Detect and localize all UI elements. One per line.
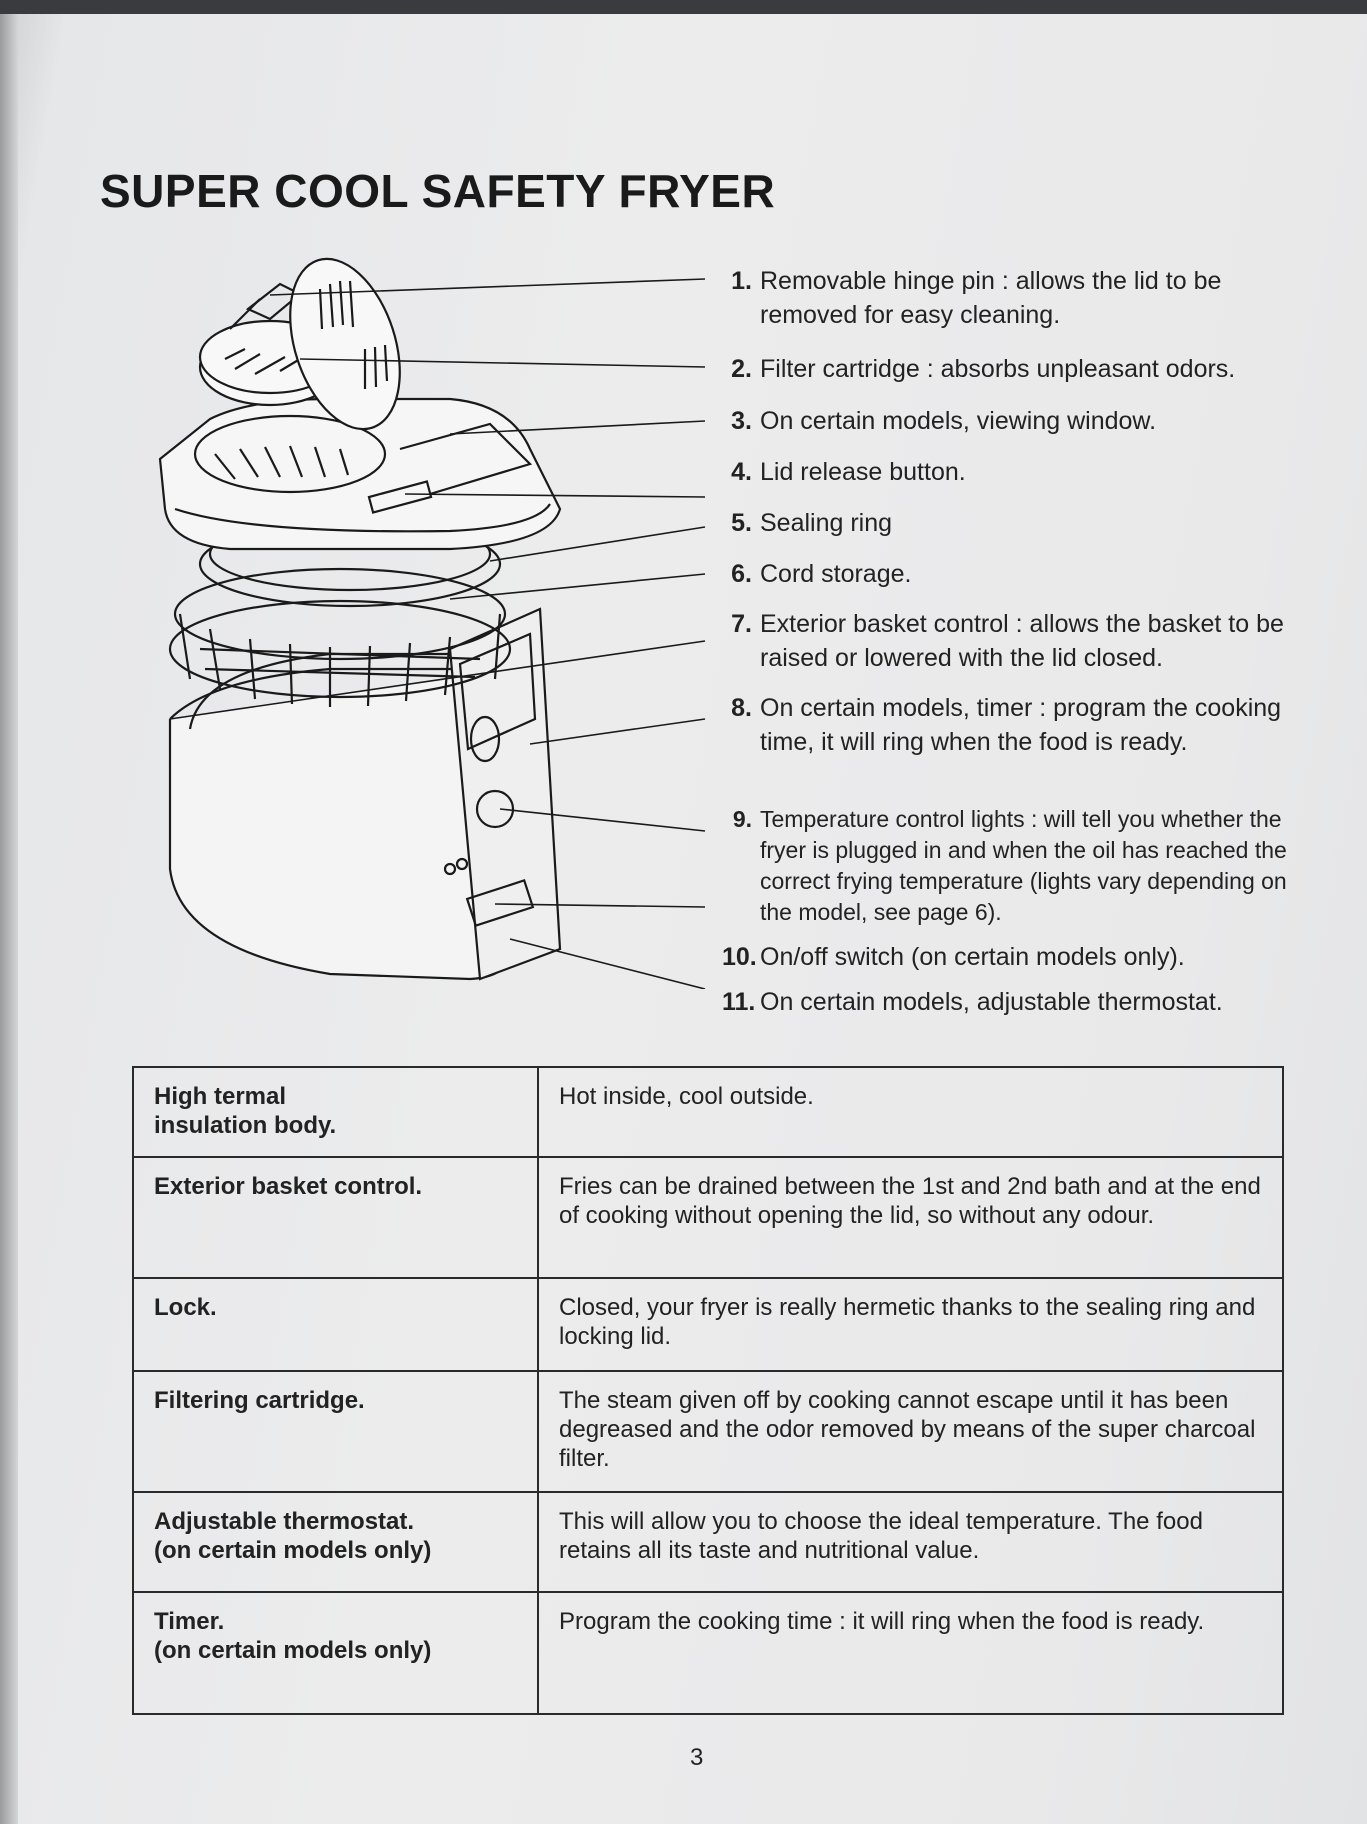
- parts-list-item: 10. On/off switch (on certain models only).: [722, 943, 1185, 971]
- feature-cell: Exterior basket control.: [133, 1157, 538, 1278]
- feature-cell: High termal insulation body.: [133, 1067, 538, 1157]
- description-cell: The steam given off by cooking cannot escape until it has been degreased and the odor removed by means of the super charcoal filter.: [538, 1371, 1283, 1492]
- features-table: [132, 1066, 1284, 1715]
- page-binding: [0, 14, 18, 1824]
- parts-list-item: 3. On certain models, viewing window.: [731, 407, 1157, 435]
- page-number: 3: [690, 1744, 704, 1771]
- description-cell: This will allow you to choose the ideal temperature. The food retains all its taste and nutritional value.: [538, 1492, 1283, 1592]
- table-row: [133, 1278, 1283, 1371]
- table-row: [133, 1067, 1283, 1157]
- feature-cell: Timer. (on certain models only): [133, 1592, 538, 1714]
- description-cell: Closed, your fryer is really hermetic thanks to the sealing ring and locking lid.: [538, 1278, 1283, 1371]
- parts-list-item: 11. On certain models, adjustable thermostat.: [722, 988, 1223, 1016]
- parts-list-item: 1. Removable hinge pin : allows the lid to be removed for easy cleaning.: [731, 267, 1222, 329]
- parts-list-item: 9. Temperature control lights : will tell you whether the fryer is plugged in and when the oil has reached the correct frying temperature (lights vary depending on the model, see page 6).: [732, 806, 1287, 925]
- feature-cell: Adjustable thermostat. (on certain models only): [133, 1492, 538, 1592]
- manual-page: [0, 14, 1367, 1824]
- parts-list-item: 2. Filter cartridge : absorbs unpleasant odors.: [731, 355, 1236, 383]
- parts-list-item: 4. Lid release button.: [731, 458, 966, 486]
- table-row: [133, 1492, 1283, 1592]
- description-cell: Fries can be drained between the 1st and 2nd bath and at the end of cooking without opening the lid, so without any odour.: [538, 1157, 1283, 1278]
- table-row: [133, 1157, 1283, 1278]
- table-row: [133, 1371, 1283, 1492]
- parts-list-item: 5. Sealing ring: [731, 509, 893, 537]
- parts-list-item: 6. Cord storage.: [731, 560, 912, 588]
- parts-list-item: 7. Exterior basket control : allows the basket to be raised or lowered with the lid closed.: [731, 610, 1284, 672]
- table-row: [133, 1592, 1283, 1714]
- parts-list-item: 8. On certain models, timer : program the cooking time, it will ring when the food is ready.: [731, 694, 1282, 756]
- fryer-diagram: [150, 249, 710, 989]
- feature-cell: Filtering cartridge.: [133, 1371, 538, 1492]
- page-title: SUPER COOL SAFETY FRYER: [100, 165, 776, 217]
- feature-cell: Lock.: [133, 1278, 538, 1371]
- description-cell: Program the cooking time : it will ring when the food is ready.: [538, 1592, 1283, 1714]
- description-cell: Hot inside, cool outside.: [538, 1067, 1283, 1157]
